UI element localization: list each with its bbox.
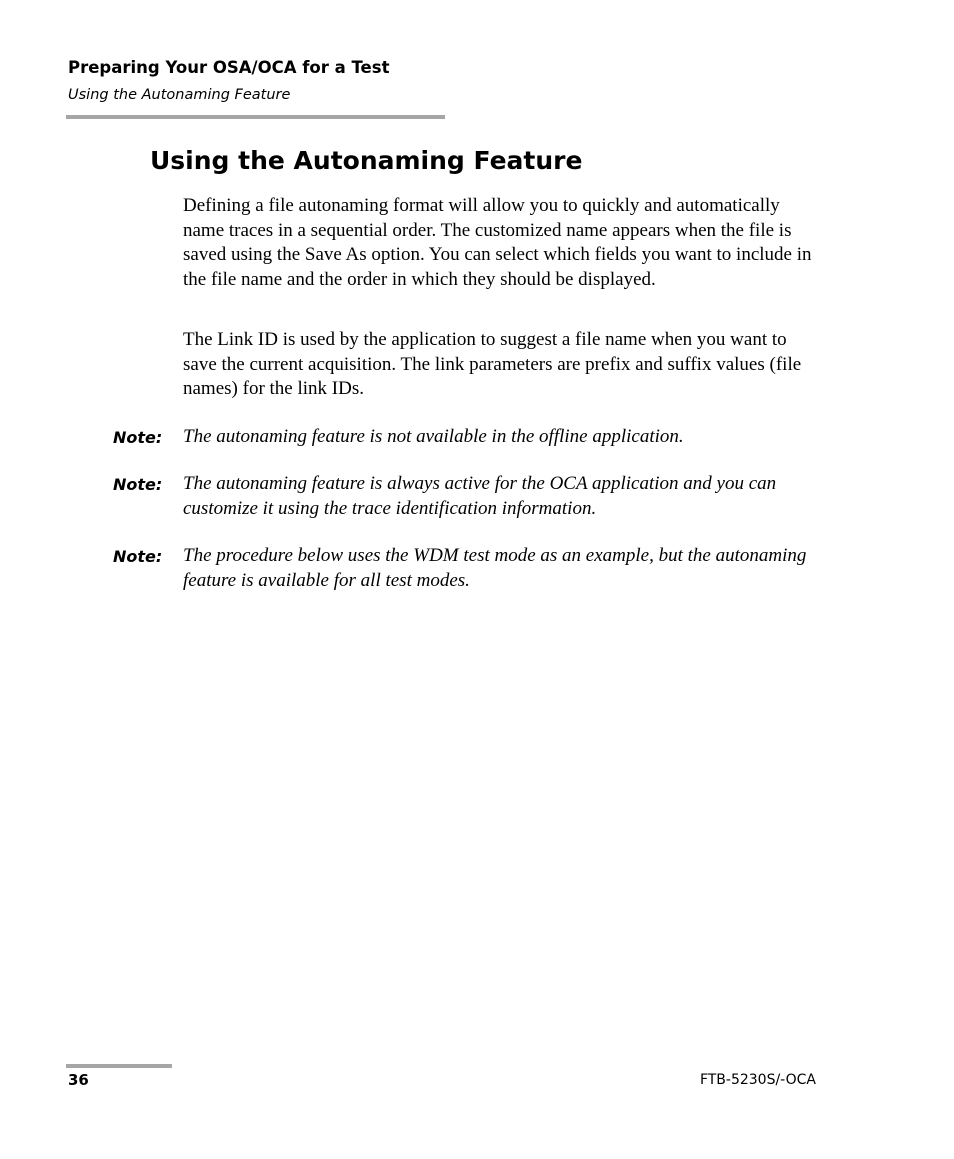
note-text: The procedure below uses the WDM test mode as an example, but the autonaming feature is available for all test modes. bbox=[183, 545, 807, 591]
footer-rule bbox=[66, 1064, 172, 1068]
note-label: Note: bbox=[113, 428, 163, 447]
section-subtitle: Using the Autonaming Feature bbox=[68, 87, 291, 103]
note-text: The autonaming feature is not available in the offline application. bbox=[183, 426, 684, 447]
note-label: Note: bbox=[113, 475, 163, 494]
product-name: FTB-5230S/-OCA bbox=[699, 1072, 816, 1088]
chapter-title: Preparing Your OSA/OCA for a Test bbox=[68, 58, 390, 77]
running-header bbox=[68, 57, 448, 105]
section-heading: Using the Autonaming Feature bbox=[150, 146, 583, 175]
body-paragraph-autonaming-format: Defining a file autonaming format will allow you to quickly and automatically name traces in a sequential order. The customized name appears when the file is saved using the Save As option. You can select which fields you want to include in the file name and the order in which they should be displayed. bbox=[183, 195, 812, 290]
header-rule bbox=[66, 115, 445, 119]
page-number: 36 bbox=[68, 1071, 89, 1089]
note-text: The autonaming feature is always active for the OCA application and you can customize it using the trace identification information. bbox=[183, 473, 777, 519]
body-paragraph-link-id: The Link ID is used by the application to suggest a file name when you want to save the current acquisition. The link parameters are prefix and suffix values (file names) for the link IDs. bbox=[183, 329, 802, 399]
note-label: Note: bbox=[113, 547, 163, 566]
